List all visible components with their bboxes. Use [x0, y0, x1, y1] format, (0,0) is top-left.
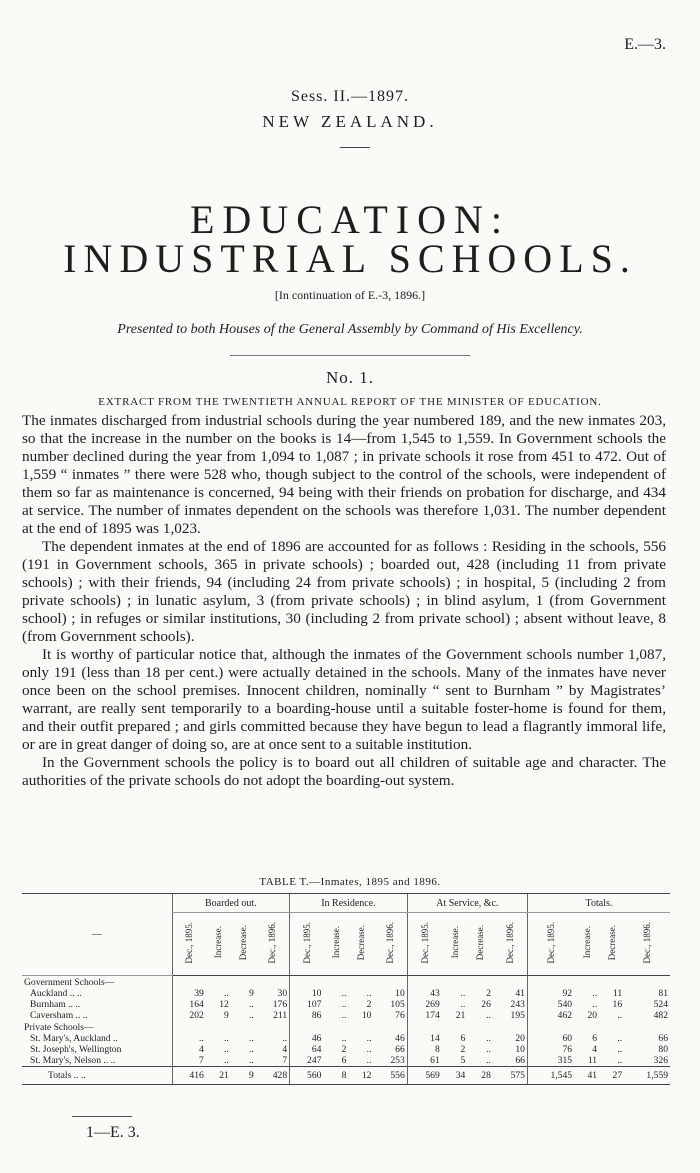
table-cell	[290, 976, 324, 989]
table-cell	[442, 1021, 468, 1033]
row-label: St. Joseph's, Wellington	[30, 1044, 122, 1055]
table-cell: 61	[407, 1055, 442, 1067]
table-cell: 12	[219, 999, 229, 1010]
table-cell	[624, 976, 670, 989]
page-footer: 1—E. 3.	[86, 1124, 140, 1141]
table-cell: 28	[467, 1067, 493, 1085]
table-cell: 2	[341, 1044, 347, 1055]
table-cell: ..	[224, 988, 229, 999]
table-cell: 326	[653, 1055, 668, 1066]
title-divider	[230, 355, 470, 356]
table-cell	[599, 1021, 624, 1033]
table-cell: 20	[587, 1010, 598, 1021]
table-cell: ..	[341, 988, 347, 999]
table-cell: 174	[407, 1010, 442, 1021]
table-cell	[467, 1021, 493, 1033]
table-cell	[407, 1021, 442, 1033]
table-cell: ..	[486, 1033, 491, 1044]
table-cell: 7	[172, 1055, 206, 1067]
table-cell: 41	[574, 1067, 599, 1085]
table-cell: 30	[277, 988, 288, 999]
table-cell: 4	[282, 1044, 288, 1055]
table-cell: ..	[460, 988, 466, 999]
column-header-label: Dec., 1895.	[301, 921, 312, 964]
table-cell: 269	[407, 999, 442, 1010]
table-cell: 10	[515, 1044, 525, 1055]
table-cell	[172, 976, 206, 989]
table-cell: 524	[653, 999, 668, 1010]
table-cell: 243	[510, 999, 525, 1010]
table-cell: ..	[249, 1055, 254, 1066]
table-cell: 86	[290, 1010, 324, 1021]
column-header	[231, 913, 256, 976]
table-cell: 6	[460, 1033, 466, 1044]
table-cell: 176	[272, 999, 288, 1010]
column-header	[172, 913, 206, 976]
continuation-note: [In continuation of E.-3, 1896.]	[274, 288, 426, 302]
table-cell: ..	[341, 1010, 347, 1021]
table-cell: 482	[653, 1010, 668, 1021]
column-header	[599, 913, 624, 976]
table-cell: ..	[592, 999, 598, 1010]
table-cell: 9	[224, 1010, 229, 1021]
column-header	[348, 913, 373, 976]
table-cell: 202	[172, 1010, 206, 1021]
table-cell	[599, 976, 624, 989]
table-cell	[527, 1021, 574, 1033]
table-cell: 16	[612, 999, 623, 1010]
table-cell	[206, 976, 231, 989]
session-line: Sess. II.—1897.	[290, 88, 410, 105]
table-corner: —	[22, 894, 172, 976]
table-cell	[493, 1021, 528, 1033]
table-cell: 540	[527, 999, 574, 1010]
table-cell: ..	[617, 1055, 623, 1066]
table-cell: ..	[249, 1033, 254, 1044]
table-cell: ..	[617, 1010, 623, 1021]
table-cell: 11	[587, 1055, 598, 1066]
table-group-header	[22, 894, 670, 913]
table-cell: 560	[290, 1067, 324, 1085]
table-cell: ..	[486, 1044, 491, 1055]
row-label: Caversham .. ..	[30, 1010, 88, 1021]
column-header-label: Dec., 1896.	[267, 921, 278, 964]
table-cell: 8	[407, 1044, 442, 1055]
table-cell	[323, 1021, 348, 1033]
table-cell: 14	[407, 1033, 442, 1044]
column-header-label: Dec., 1895.	[419, 921, 430, 964]
table-cell: ..	[249, 999, 254, 1010]
table-cell: ..	[282, 1033, 288, 1044]
column-header-label: Decrease.	[475, 924, 486, 961]
table-cell: 34	[442, 1067, 468, 1085]
paragraph: It is worthy of particular notice that, although the inmates of the Government schools number 1,087, only 191 (less than 18 per cent.) were actually detained in the schools. Many of the inmates have never once been on the school premises. Innocent children, nominally “ sent to Burnham ” by Magistrates’ warrant, are really sent temporarily to a boarding-house until a suitable foster-home is found for them, and their outfit prepared ; and girls committed because they have begun to lead a flagrantly immoral life, or are in great danger of doing so, are at once sent to a suitable institution.	[22, 646, 666, 753]
table-caption: TABLE T.—Inmates, 1895 and 1896.	[259, 876, 441, 888]
table-cell: 569	[407, 1067, 442, 1085]
table-cell: 11	[612, 988, 623, 999]
table-cell: 253	[390, 1055, 405, 1066]
row-label: St. Mary's, Nelson .. ..	[30, 1055, 116, 1066]
table-cell	[231, 1021, 256, 1033]
table-cell: ..	[366, 1033, 372, 1044]
table-cell: 80	[658, 1044, 668, 1055]
table-cell: 66	[515, 1055, 525, 1066]
table-row	[22, 1010, 670, 1021]
table-cell: ..	[617, 1033, 623, 1044]
table-cell	[527, 976, 574, 989]
country-line: NEW ZEALAND.	[262, 112, 438, 131]
column-header-label: Decrease.	[606, 924, 617, 961]
column-header-label: Increase.	[449, 926, 460, 959]
group-header: Boarded out.	[172, 894, 290, 913]
column-header	[323, 913, 348, 976]
table-cell: ..	[341, 999, 347, 1010]
table-cell	[231, 976, 256, 989]
column-header-label: Dec., 1895.	[184, 921, 195, 964]
table-cell	[373, 976, 407, 989]
table-cell: 26	[481, 999, 491, 1010]
table-cell	[348, 976, 373, 989]
table-cell: ..	[366, 1044, 372, 1055]
column-header	[624, 913, 670, 976]
group-header: Totals.	[527, 894, 670, 913]
table-cell: 105	[390, 999, 405, 1010]
inmates-table-wrap	[22, 893, 670, 1085]
table-cell: 164	[172, 999, 206, 1010]
column-header	[467, 913, 493, 976]
footer-divider	[72, 1116, 132, 1117]
table-cell	[574, 1021, 599, 1033]
column-header	[442, 913, 468, 976]
column-header-label: Dec., 1896.	[504, 921, 515, 964]
table-cell	[323, 976, 348, 989]
table-cell: ..	[172, 1033, 206, 1044]
table-row	[22, 1033, 670, 1044]
table-cell: 76	[527, 1044, 574, 1055]
table-cell: 39	[172, 988, 206, 999]
row-label: Burnham .. ..	[30, 999, 81, 1010]
table-cell: 10	[395, 988, 405, 999]
paragraph: The dependent inmates at the end of 1896 are accounted for as follows : Residing in the schools, 556 (191 in Government schools, 365 in private schools) ; boarded out, 428 (including 11 from private schools) ; with their friends, 94 (including 24 from private schools) ; in hospital, 5 (including 2 from private schools) ; in lunatic asylum, 3 (from private schools) ; in blind asylum, 1 (from Government school) ; in refuges or similar institutions, 30 (including 2 from private school) ; absent without leave, 8 (from Government schools).	[22, 538, 666, 645]
group-header: In Residence.	[290, 894, 408, 913]
column-header	[290, 913, 324, 976]
table-cell: 76	[395, 1010, 405, 1021]
table-cell: 575	[493, 1067, 528, 1085]
column-header	[256, 913, 290, 976]
table-cell: 64	[290, 1044, 324, 1055]
row-label: Private Schools—	[24, 1022, 94, 1033]
table-cell: 7	[282, 1055, 288, 1066]
table-cell: 1,559	[624, 1067, 670, 1085]
table-cell: 27	[599, 1067, 624, 1085]
table-row	[22, 976, 670, 989]
table-cell	[348, 1021, 373, 1033]
row-label: Government Schools—	[24, 977, 115, 988]
table-cell: 81	[658, 988, 668, 999]
table-cell: ..	[617, 1044, 623, 1055]
table-cell: 10	[290, 988, 324, 999]
table-cell: 9	[249, 988, 254, 999]
table-row	[22, 1055, 670, 1067]
title-line-2: INDUSTRIAL SCHOOLS.	[63, 236, 637, 281]
table-cell: 21	[206, 1067, 231, 1085]
table-cell: 92	[527, 988, 574, 999]
table-cell: 2	[486, 988, 491, 999]
table-cell: 41	[515, 988, 525, 999]
table-cell: 556	[373, 1067, 407, 1085]
table-cell: ..	[592, 988, 598, 999]
table-cell	[624, 1021, 670, 1033]
table-cell: 21	[455, 1010, 466, 1021]
group-header: At Service, &c.	[407, 894, 527, 913]
table-cell: 60	[527, 1033, 574, 1044]
table-cell: 107	[290, 999, 324, 1010]
table-row	[22, 1067, 670, 1085]
table-cell: 5	[460, 1055, 466, 1066]
table-cell: 66	[395, 1044, 405, 1055]
table-row	[22, 988, 670, 999]
report-body	[22, 412, 666, 790]
table-cell	[442, 976, 468, 989]
table-cell: ..	[249, 1044, 254, 1055]
table-cell: 428	[256, 1067, 290, 1085]
extract-heading: EXTRACT FROM THE TWENTIETH ANNUAL REPORT OF THE MINISTER OF EDUCATION.	[98, 396, 602, 408]
column-header-label: Dec., 1895.	[545, 921, 556, 964]
table-cell: ..	[366, 1055, 372, 1066]
table-cell: 8	[323, 1067, 348, 1085]
table-cell: 46	[290, 1033, 324, 1044]
table-cell: 195	[510, 1010, 525, 1021]
column-header	[206, 913, 231, 976]
column-header-label: Decrease.	[238, 924, 249, 961]
column-header	[373, 913, 407, 976]
table-cell: 1,545	[527, 1067, 574, 1085]
column-header	[527, 913, 574, 976]
table-cell: ..	[224, 1033, 229, 1044]
inmates-table	[22, 893, 670, 1085]
row-label: Totals .. ..	[22, 1067, 172, 1085]
column-header	[493, 913, 528, 976]
paragraph: In the Government schools the policy is to board out all children of suitable age and character. The authorities of the private schools do not adopt the boarding-out system.	[22, 754, 666, 789]
table-cell: ..	[366, 988, 372, 999]
table-cell: 20	[515, 1033, 525, 1044]
title-line-1: EDUCATION:	[190, 197, 510, 242]
table-cell: 462	[527, 1010, 574, 1021]
table-cell: 211	[273, 1010, 288, 1021]
table-cell: ..	[249, 1010, 254, 1021]
table-cell: 2	[460, 1044, 466, 1055]
table-cell: 6	[341, 1055, 347, 1066]
table-cell	[256, 1021, 290, 1033]
table-cell: ..	[341, 1033, 347, 1044]
table-row	[22, 999, 670, 1010]
table-cell: 6	[592, 1033, 598, 1044]
table-cell: 10	[361, 1010, 372, 1021]
table-row	[22, 1044, 670, 1055]
table-cell: 4	[172, 1044, 206, 1055]
column-header	[407, 913, 442, 976]
table-cell: 66	[658, 1033, 668, 1044]
column-header	[574, 913, 599, 976]
column-header-label: Dec., 1896.	[385, 921, 396, 964]
column-header-label: Increase.	[213, 926, 224, 959]
paper-reference: E.—3.	[624, 36, 666, 53]
table-cell	[407, 976, 442, 989]
table-cell: ..	[486, 1055, 491, 1066]
table-cell: ..	[460, 999, 466, 1010]
table-cell: 46	[395, 1033, 405, 1044]
table-cell: 12	[348, 1067, 373, 1085]
column-header-label: Increase.	[330, 926, 341, 959]
table-cell: ..	[224, 1044, 229, 1055]
table-cell	[574, 976, 599, 989]
table-cell	[290, 1021, 324, 1033]
column-header-label: Increase.	[581, 926, 592, 959]
row-label: Auckland .. ..	[30, 988, 82, 999]
column-header-label: Decrease.	[355, 924, 366, 961]
table-cell	[493, 976, 528, 989]
table-cell: 4	[592, 1044, 598, 1055]
row-label: St. Mary's, Auckland ..	[30, 1033, 118, 1044]
table-cell: 315	[527, 1055, 574, 1067]
table-row	[22, 1021, 670, 1033]
section-number: No. 1.	[325, 368, 375, 387]
table-cell	[206, 1021, 231, 1033]
table-cell: 416	[172, 1067, 206, 1085]
table-cell	[256, 976, 290, 989]
column-header-label: Dec., 1896.	[642, 921, 653, 964]
paragraph: The inmates discharged from industrial schools during the year numbered 189, and the new inmates 203, so that the increase in the number on the books is 14—from 1,545 to 1,559. In Government schools the number declined during the year from 1,094 to 1,087 ; in private schools it rose from 451 to 472. Out of 1,559 “ inmates ” there were 528 who, though subject to the control of the schools, were independent of them so far as maintenance is concerned, 94 being with their friends on probation for discharge, and 434 at service. The number of inmates dependent on the schools was therefore 1,031. The number dependent at the end of 1895 was 1,023.	[22, 412, 666, 537]
table-body	[22, 976, 670, 1085]
table-cell	[373, 1021, 407, 1033]
table-cell: 2	[366, 999, 372, 1010]
table-cell: 9	[231, 1067, 256, 1085]
table-cell	[172, 1021, 206, 1033]
presented-line: Presented to both Houses of the General Assembly by Command of His Excellency.	[117, 322, 583, 337]
table-cell: ..	[224, 1055, 229, 1066]
header-divider	[340, 147, 370, 148]
table-cell: 43	[407, 988, 442, 999]
table-cell	[467, 976, 493, 989]
table-cell: 247	[290, 1055, 324, 1067]
table-cell: ..	[486, 1010, 491, 1021]
